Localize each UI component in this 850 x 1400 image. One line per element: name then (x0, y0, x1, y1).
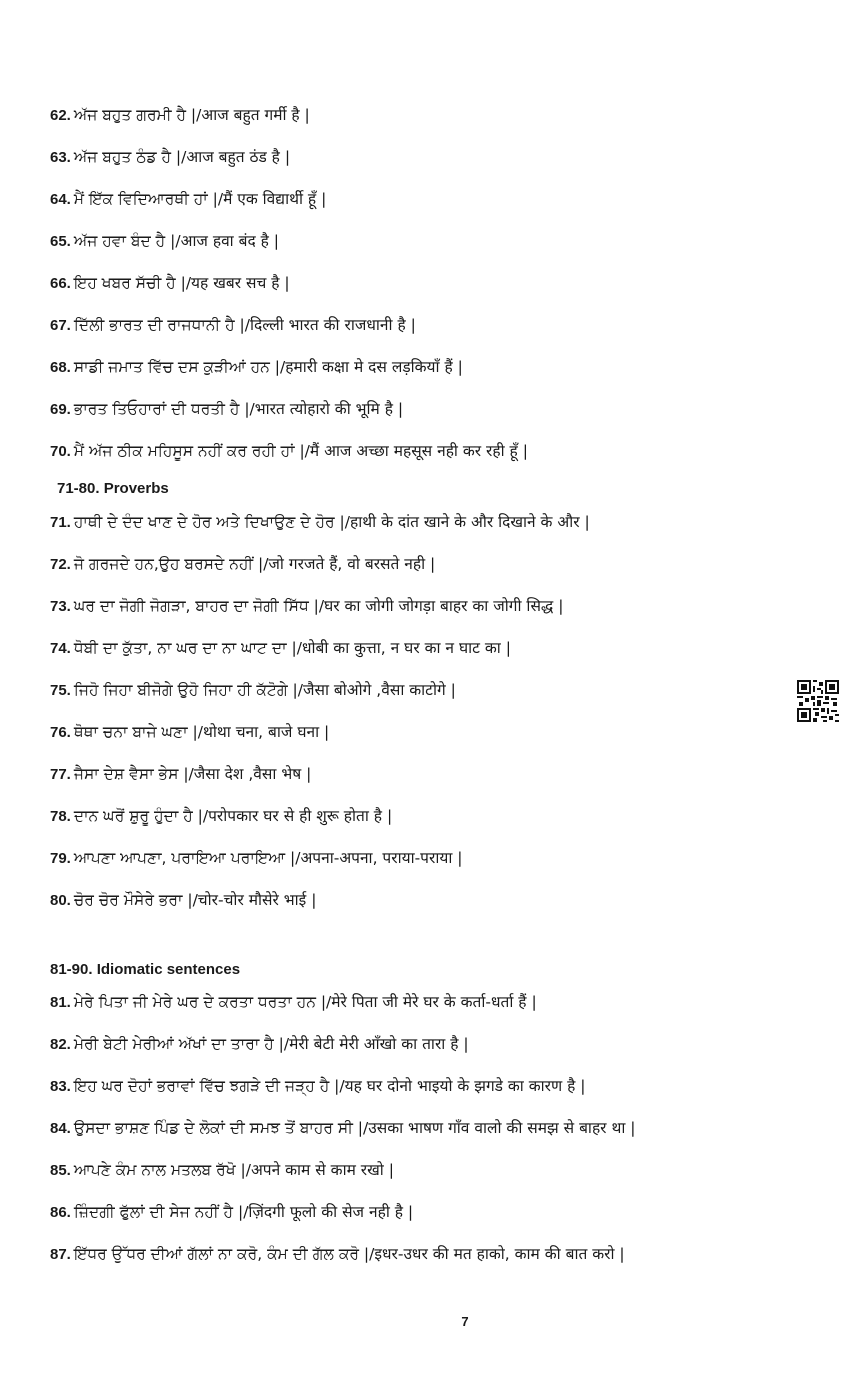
item-number: 79. (50, 850, 71, 867)
list-item (50, 511, 770, 534)
item-number: 76. (50, 724, 71, 741)
list-item (50, 314, 770, 337)
list-item (50, 440, 770, 463)
qr-code-icon (797, 680, 839, 722)
item-number: 71. (50, 514, 71, 531)
item-number: 84. (50, 1120, 71, 1137)
item-text: ਧੋਬੀ ਦਾ ਕੁੱਤਾ, ਨਾ ਘਰ ਦਾ ਨਾ ਘਾਟ ਦਾ |/धोबी का कुत्ता, न घर का न घाट का | (73, 639, 511, 657)
list-item (50, 272, 770, 295)
item-number: 87. (50, 1246, 71, 1263)
item-number: 85. (50, 1162, 71, 1179)
item-text: ਜ਼ਿੰਦਗੀ ਫੁੱਲਾਂ ਦੀ ਸੇਜ ਨਹੀਂ ਹੈ |/ज़िंदगी फूलो की सेज नही है | (73, 1203, 414, 1221)
list-item (50, 146, 770, 169)
item-number: 68. (50, 359, 71, 376)
list-item (50, 104, 770, 127)
item-text: ਅੱਜ ਹਵਾ ਬੰਦ ਹੈ |/आज हवा बंद है | (73, 232, 280, 250)
item-number: 64. (50, 191, 71, 208)
list-item (50, 847, 770, 870)
list-item (50, 553, 770, 576)
item-text: ਉਸਦਾ ਭਾਸ਼ਣ ਪਿੰਡ ਦੇ ਲੋਕਾਂ ਦੀ ਸਮਝ ਤੋਂ ਬਾਹਰ ਸੀ |/उसका भाषण गाँव वालो की समझ से बाहर था | (73, 1119, 636, 1137)
item-number: 75. (50, 682, 71, 699)
list-item (50, 763, 770, 786)
list-item (50, 398, 770, 421)
item-text: ਜੈਸਾ ਦੇਸ਼ ਵੈਸਾ ਭੇਸ |/जैसा देश ,वैसा भेष | (73, 765, 312, 783)
item-number: 83. (50, 1078, 71, 1095)
item-number: 73. (50, 598, 71, 615)
list-item (50, 188, 770, 211)
item-text: ਮੈਂ ਇੱਕ ਵਿਦਿਆਰਥੀ ਹਾਂ |/मैं एक विद्यार्थी हूँ | (73, 190, 327, 208)
item-text: ਸਾਡੀ ਜਮਾਤ ਵਿੱਚ ਦਸ ਕੁੜੀਆਂ ਹਨ |/हमारी कक्षा मे दस लड़कियाँ हैं | (73, 358, 463, 376)
item-text: ਦਾਨ ਘਰੋਂ ਸ਼ੁਰੂ ਹੁੰਦਾ ਹੈ |/परोपकार घर से ही शुरू होता है | (73, 807, 393, 825)
item-number: 63. (50, 149, 71, 166)
item-text: ਅੱਜ ਬਹੁਤ ਗਰਮੀ ਹੈ |/आज बहुत गर्मी है | (73, 106, 310, 124)
item-number: 77. (50, 766, 71, 783)
section-heading-proverbs: 71-80. Proverbs (57, 480, 169, 497)
list-item (50, 805, 770, 828)
item-text: ਥੋਥਾ ਚਨਾ ਬਾਜੇ ਘਣਾ |/थोथा चना, बाजे घना | (73, 723, 330, 741)
list-item (50, 889, 770, 912)
item-number: 74. (50, 640, 71, 657)
item-text: ਆਪਣਾ ਆਪਣਾ, ਪਰਾਇਆ ਪਰਾਇਆ |/अपना-अपना, पराया-पराया | (73, 849, 463, 867)
list-item (50, 637, 770, 660)
list-item (50, 356, 770, 379)
item-text: ਜਿਹੋ ਜਿਹਾ ਬੀਜੋਗੇ ਉਹੋ ਜਿਹਾ ਹੀ ਕੱਟੋਗੇ |/जैसा बोओगे ,वैसा काटोगे | (73, 681, 456, 699)
item-number: 86. (50, 1204, 71, 1221)
list-item (50, 230, 770, 253)
item-text: ਇਹ ਖਬਰ ਸੱਚੀ ਹੈ |/यह खबर सच है | (73, 274, 290, 292)
page-number: 7 (461, 1314, 469, 1329)
item-number: 65. (50, 233, 71, 250)
list-item (50, 1033, 770, 1056)
list-item (50, 1201, 770, 1224)
list-item (50, 1117, 770, 1140)
item-text: ਅੱਜ ਬਹੁਤ ਠੰਡ ਹੈ |/आज बहुत ठंड है | (73, 148, 291, 166)
item-number: 82. (50, 1036, 71, 1053)
list-item (50, 991, 770, 1014)
item-text: ਆਪਣੇ ਕੰਮ ਨਾਲ ਮਤਲਬ ਰੱਖੋ |/अपने काम से काम रखो | (73, 1161, 394, 1179)
list-item (50, 1243, 770, 1266)
item-number: 80. (50, 892, 71, 909)
item-number: 78. (50, 808, 71, 825)
item-text: ਮੈਂ ਅੱਜ ਠੀਕ ਮਹਿਸੂਸ ਨਹੀਂ ਕਰ ਰਹੀ ਹਾਂ |/मैं आज अच्छा महसूस नही कर रही हूँ | (73, 442, 528, 460)
item-number: 69. (50, 401, 71, 418)
item-number: 62. (50, 107, 71, 124)
item-text: ਦਿੱਲੀ ਭਾਰਤ ਦੀ ਰਾਜਧਾਨੀ ਹੈ |/दिल्ली भारत की राजधानी है | (73, 316, 416, 334)
list-item (50, 1075, 770, 1098)
item-text: ਜੋ ਗਰਜਦੇ ਹਨ,ਉਹ ਬਰਸਦੇ ਨਹੀਂ |/जो गरजते हैं, वो बरसते नही | (73, 555, 436, 573)
item-number: 72. (50, 556, 71, 573)
item-text: ਘਰ ਦਾ ਜੋਗੀ ਜੋਗੜਾ, ਬਾਹਰ ਦਾ ਜੋਗੀ ਸਿੱਧ |/घर का जोगी जोगड़ा बाहर का जोगी सिद्ध | (73, 597, 564, 615)
item-number: 70. (50, 443, 71, 460)
item-text: ਚੋਰ ਚੋਰ ਮੌਸੇਰੇ ਭਰਾ |/चोर-चोर मौसेरे भाई | (73, 891, 317, 909)
section-heading-idioms: 81-90. Idiomatic sentences (50, 961, 241, 978)
item-text: ਇਹ ਘਰ ਦੋਹਾਂ ਭਰਾਵਾਂ ਵਿੱਚ ਝਗੜੇ ਦੀ ਜੜ੍ਹ ਹੈ |/यह घर दोनो भाइयो के झगडे का कारण है | (73, 1077, 586, 1095)
item-text: ਹਾਥੀ ਦੇ ਦੰਦ ਖਾਣ ਦੇ ਹੋਰ ਅਤੇ ਦਿਖਾਉਣ ਦੇ ਹੋਰ |/हाथी के दांत खाने के और दिखाने के और | (73, 513, 590, 531)
item-number: 81. (50, 994, 71, 1011)
item-text: ਇੱਧਰ ਉੱਧਰ ਦੀਆਂ ਗੱਲਾਂ ਨਾ ਕਰੋ, ਕੰਮ ਦੀ ਗੱਲ ਕਰੋ |/इधर-उधर की मत हाको, काम की बात करो | (73, 1245, 625, 1263)
list-item (50, 721, 770, 744)
item-text: ਮੇਰੇ ਪਿਤਾ ਜੀ ਮੇਰੇ ਘਰ ਦੇ ਕਰਤਾ ਧਰਤਾ ਹਨ |/मेरे पिता जी मेरे घर के कर्ता-धर्ता हैं | (73, 993, 537, 1011)
item-number: 67. (50, 317, 71, 334)
item-text: ਭਾਰਤ ਤਿਓਹਾਰਾਂ ਦੀ ਧਰਤੀ ਹੈ |/भारत त्योहारो की भूमि है | (73, 400, 404, 418)
list-item (50, 595, 770, 618)
item-text: ਮੇਰੀ ਬੇਟੀ ਮੇਰੀਆਂ ਅੱਖਾਂ ਦਾ ਤਾਰਾ ਹੈ |/मेरी बेटी मेरी आँखो का तारा है | (73, 1035, 469, 1053)
list-item (50, 1159, 770, 1182)
item-number: 66. (50, 275, 71, 292)
list-item (50, 679, 770, 702)
